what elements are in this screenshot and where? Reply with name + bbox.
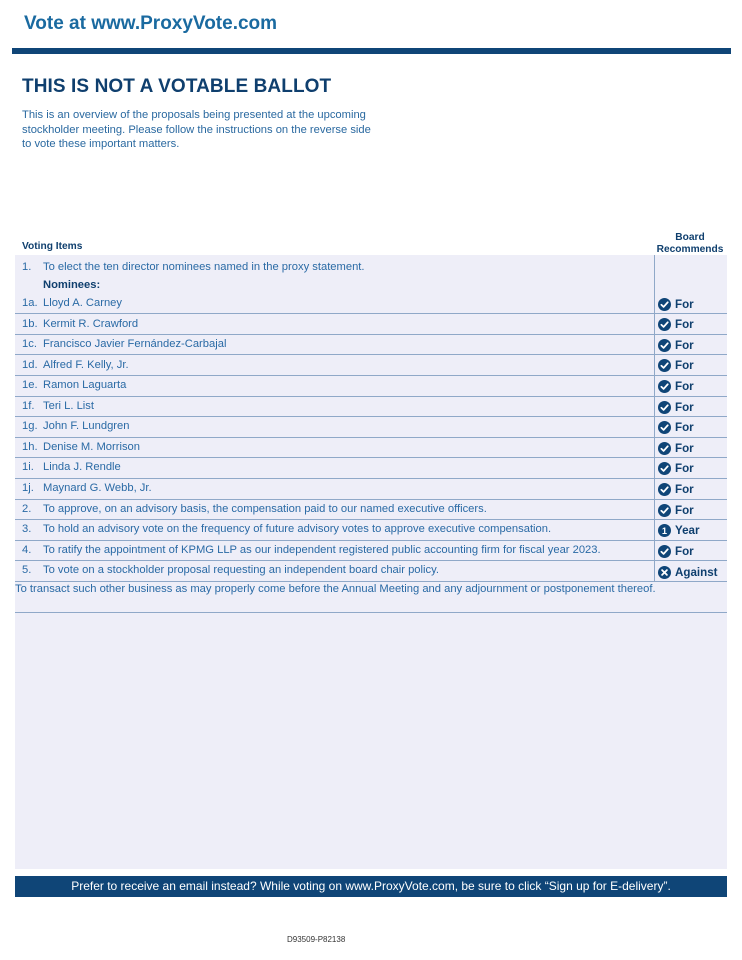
table-row xyxy=(15,355,727,376)
board-header-line1: Board xyxy=(675,232,705,243)
check-icon xyxy=(658,462,671,475)
recommendation xyxy=(658,566,718,579)
check-icon xyxy=(658,483,671,496)
nominee-name: Maynard G. Webb, Jr. xyxy=(43,482,152,494)
recommendation xyxy=(658,298,694,311)
table-row xyxy=(15,376,727,397)
recommendation xyxy=(658,339,694,352)
item-number: 1i. xyxy=(22,461,34,473)
recommendation-label: Year xyxy=(675,524,700,537)
recommendation-label: For xyxy=(675,483,694,496)
divider xyxy=(15,612,727,613)
table-row xyxy=(15,255,727,314)
nominee-name: John F. Lundgren xyxy=(43,420,130,432)
item-number: 1c. xyxy=(22,338,37,350)
recommendation xyxy=(658,442,694,455)
check-icon xyxy=(658,504,671,517)
item-number: 4. xyxy=(22,544,32,556)
board-header-line2: Recommends xyxy=(656,243,724,255)
recommendation xyxy=(658,504,694,517)
recommendation xyxy=(658,401,694,414)
table-row xyxy=(15,438,727,458)
recommendation-label: For xyxy=(675,380,694,393)
table-row xyxy=(15,314,727,335)
item-number: 2. xyxy=(22,503,32,515)
table-row xyxy=(15,520,727,541)
edelivery-banner: Prefer to receive an email instead? While voting on www.ProxyVote.com, be sure to click “Sign up for E-delivery”. xyxy=(15,876,727,897)
check-icon xyxy=(658,298,671,311)
table-row xyxy=(15,541,727,561)
item-number: 3. xyxy=(22,523,32,535)
nominees-label: Nominees: xyxy=(43,279,101,291)
check-icon xyxy=(658,318,671,331)
recommendation-label: For xyxy=(675,318,694,331)
nominee-name: Ramon Laguarta xyxy=(43,379,127,391)
board-recommends-header xyxy=(654,232,726,255)
column-separator xyxy=(654,255,655,582)
recommendation xyxy=(658,318,694,331)
other-business-text: To transact such other business as may properly come before the Annual Meeting and any adjournment or postponement thereof. xyxy=(15,583,656,595)
nominee-name: Francisco Javier Fernández-Carbajal xyxy=(43,338,227,350)
item-number: 1d. xyxy=(22,359,38,371)
recommendation-label: For xyxy=(675,545,694,558)
one-icon xyxy=(658,524,671,537)
item-number: 1b. xyxy=(22,318,38,330)
table-row xyxy=(15,417,727,438)
recommendation-label: For xyxy=(675,462,694,475)
recommendation xyxy=(658,421,694,434)
recommendation xyxy=(658,380,694,393)
table-row xyxy=(15,561,727,582)
recommendation xyxy=(658,462,694,475)
header-url: Vote at www.ProxyVote.com xyxy=(24,13,278,34)
recommendation xyxy=(658,545,694,558)
one-icon-glyph: 1 xyxy=(661,525,668,536)
nominee-name: Teri L. List xyxy=(43,400,94,412)
item-number: 1h. xyxy=(22,441,38,453)
proposal-text: To approve, on an advisory basis, the compensation paid to our named executive officers. xyxy=(43,503,487,515)
voting-items-header: Voting Items xyxy=(22,241,83,252)
recommendation-label: For xyxy=(675,339,694,352)
nominee-name: Denise M. Morrison xyxy=(43,441,140,453)
table-row xyxy=(15,397,727,417)
item-number: 1f. xyxy=(22,400,35,412)
nominee-name: Lloyd A. Carney xyxy=(43,297,122,309)
item-text: To elect the ten director nominees named in the proxy statement. xyxy=(43,261,365,273)
recommendation xyxy=(658,359,694,372)
recommendation-label: For xyxy=(675,442,694,455)
proposal-text: To vote on a stockholder proposal requesting an independent board chair policy. xyxy=(43,564,439,576)
proposal-text: To ratify the appointment of KPMG LLP as our independent registered public accounting firm for fiscal year 2023. xyxy=(43,544,601,556)
nominee-name: Alfred F. Kelly, Jr. xyxy=(43,359,129,371)
recommendation xyxy=(658,524,700,537)
header-rule xyxy=(12,48,731,54)
table-row xyxy=(15,458,727,479)
page-title: THIS IS NOT A VOTABLE BALLOT xyxy=(22,76,332,97)
recommendation-label: For xyxy=(675,359,694,372)
item-number: 1j. xyxy=(22,482,34,494)
nominee-name: Linda J. Rendle xyxy=(43,461,121,473)
table-row xyxy=(15,335,727,355)
recommendation-label: For xyxy=(675,401,694,414)
check-icon xyxy=(658,401,671,414)
check-icon xyxy=(658,339,671,352)
item-number: 5. xyxy=(22,564,32,576)
recommendation-label: Against xyxy=(675,566,718,579)
nominee-name: Kermit R. Crawford xyxy=(43,318,139,330)
item-number: 1. xyxy=(22,261,32,273)
check-icon xyxy=(658,359,671,372)
x-icon xyxy=(658,566,671,579)
item-number: 1e. xyxy=(22,379,38,391)
check-icon xyxy=(658,545,671,558)
recommendation-label: For xyxy=(675,298,694,311)
proposal-text: To hold an advisory vote on the frequency of future advisory votes to approve executive compensation. xyxy=(43,523,552,535)
document-code: D93509-P82138 xyxy=(287,935,346,944)
table-row xyxy=(15,479,727,500)
table-row xyxy=(15,500,727,520)
item-number: 1a. xyxy=(22,297,38,309)
intro-text: This is an overview of the proposals being presented at the upcoming stockholder meeting. Please follow the instructions on the reverse side to vote these important matters. xyxy=(22,109,371,151)
item-number: 1g. xyxy=(22,420,38,432)
check-icon xyxy=(658,421,671,434)
check-icon xyxy=(658,380,671,393)
recommendation xyxy=(658,483,694,496)
recommendation-label: For xyxy=(675,421,694,434)
check-icon xyxy=(658,442,671,455)
recommendation-label: For xyxy=(675,504,694,517)
